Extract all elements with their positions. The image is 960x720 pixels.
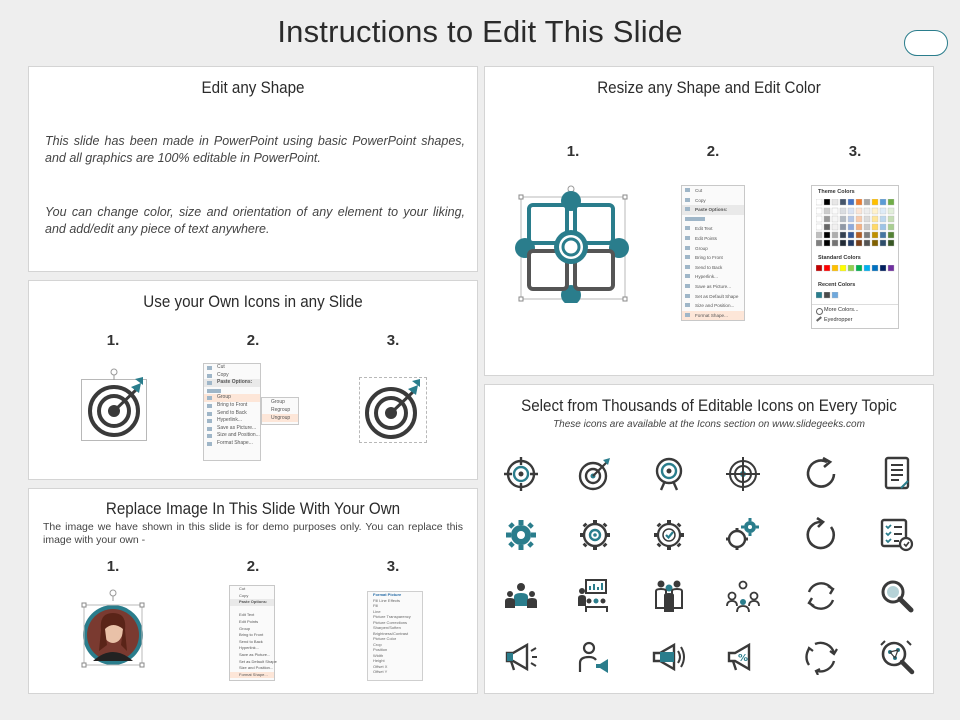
dart-target-icon[interactable]	[81, 365, 151, 445]
menu-item[interactable]: Set as Default Shape	[239, 658, 277, 664]
menu-item[interactable]: Cut	[239, 586, 246, 591]
color-swatch[interactable]	[872, 208, 878, 214]
context-menu	[229, 585, 275, 681]
color-swatch[interactable]	[880, 208, 886, 214]
color-swatch[interactable]	[832, 216, 838, 222]
magnifier-icon[interactable]	[879, 578, 915, 614]
color-swatch[interactable]	[864, 208, 870, 214]
color-swatch[interactable]	[832, 199, 838, 205]
color-swatch[interactable]	[840, 224, 846, 230]
pane-title: Format Picture	[373, 592, 402, 597]
color-swatch[interactable]	[856, 240, 862, 246]
color-swatch[interactable]	[832, 240, 838, 246]
analysis-magnifier-icon[interactable]	[879, 639, 915, 675]
paragraph-1: This slide has been made in PowerPoint using basic PowerPoint shapes, and all graphics are 100% editable in PowerPoint.	[45, 134, 465, 165]
dart-target-icon[interactable]	[359, 377, 429, 443]
svg-text:%: %	[738, 653, 749, 664]
menu-item[interactable]: Size and Position...	[204, 432, 260, 440]
color-swatch[interactable]	[816, 224, 822, 230]
speaker-person-icon[interactable]	[577, 639, 613, 675]
step-number: 1.	[566, 143, 580, 160]
step-number: 2.	[246, 332, 260, 349]
color-swatch[interactable]	[856, 216, 862, 222]
color-swatch[interactable]	[824, 199, 830, 205]
pane-tabs[interactable]: Fill Line Effects	[373, 597, 401, 603]
color-swatch[interactable]	[848, 208, 854, 214]
team-leader-icon[interactable]	[503, 578, 539, 614]
dart-board-icon[interactable]	[577, 456, 613, 492]
color-swatch[interactable]	[888, 265, 894, 271]
color-swatch[interactable]	[840, 208, 846, 214]
pane-row[interactable]: Offset X	[373, 663, 388, 669]
step-number: 2.	[706, 143, 720, 160]
menu-item[interactable]: Copy	[204, 372, 260, 380]
menu-item[interactable]: Format Shape...	[204, 440, 260, 448]
menu-item[interactable]: Send to Back	[682, 263, 744, 273]
panel-title: Replace Image In This Slide With Your Own	[105, 500, 401, 518]
color-swatch[interactable]	[848, 199, 854, 205]
color-swatch[interactable]	[848, 232, 854, 238]
color-swatch[interactable]	[888, 216, 894, 222]
description: The image we have shown in this slide is for demo purposes only. You can replace this image with your own -	[43, 521, 463, 546]
color-swatch[interactable]	[824, 216, 830, 222]
panel-icons	[484, 384, 934, 694]
color-swatch[interactable]	[872, 224, 878, 230]
megaphone-icon[interactable]	[503, 639, 539, 675]
menu-item[interactable]: Bring to Front	[204, 402, 260, 410]
color-swatch[interactable]	[840, 232, 846, 238]
color-swatch[interactable]	[872, 232, 878, 238]
pane-row[interactable]: Picture Corrections	[373, 619, 408, 625]
team-network-icon[interactable]	[725, 578, 761, 614]
cycle-arrows-icon[interactable]	[803, 578, 839, 614]
group-submenu	[261, 397, 299, 425]
menu-item[interactable]: Hyperlink...	[204, 417, 260, 425]
discount-megaphone-icon[interactable]	[725, 639, 761, 675]
presentation-team-icon[interactable]	[577, 578, 613, 614]
pane-row[interactable]: Offset Y	[373, 669, 388, 674]
color-swatch[interactable]	[832, 208, 838, 214]
color-swatch[interactable]	[816, 240, 822, 246]
more-colors-item[interactable]: More Colors...	[824, 307, 859, 313]
menu-item[interactable]: Save as Picture...	[204, 425, 260, 433]
menu-item[interactable]: Hyperlink...	[682, 272, 744, 282]
color-swatch[interactable]	[864, 232, 870, 238]
color-swatch[interactable]	[816, 199, 822, 205]
color-swatch[interactable]	[872, 216, 878, 222]
panel-title: Use your Own Icons in any Slide	[143, 293, 363, 311]
menu-item[interactable]: Copy	[682, 196, 744, 206]
step-number: 1.	[106, 332, 120, 349]
pane-row[interactable]: Brightness/Contrast	[373, 630, 409, 636]
menu-item[interactable]: Paste Options:	[204, 379, 260, 387]
color-swatch[interactable]	[832, 292, 838, 298]
menu-item[interactable]: Send to Back	[204, 410, 260, 418]
color-swatch[interactable]	[840, 216, 846, 222]
eyedropper-item[interactable]: Eyedropper	[824, 317, 853, 323]
standard-colors-label: Standard Colors	[818, 255, 861, 261]
pane-row[interactable]: Height	[373, 658, 385, 663]
color-swatch[interactable]	[864, 224, 870, 230]
color-swatch[interactable]	[880, 216, 886, 222]
color-swatch[interactable]	[880, 199, 886, 205]
submenu-item[interactable]: Group	[271, 399, 285, 405]
format-picture-pane	[367, 591, 423, 681]
menu-item[interactable]	[230, 606, 274, 613]
color-swatch[interactable]	[824, 292, 830, 298]
icon-grid	[485, 385, 935, 695]
panel-replace-image	[28, 488, 478, 694]
standard-swatches[interactable]	[816, 265, 898, 273]
panel-resize-shape	[484, 66, 934, 376]
pane-row[interactable]: Line	[373, 608, 381, 614]
menu-item[interactable]: Bring to Front	[682, 253, 744, 263]
menu-item[interactable]: Cut	[682, 186, 744, 196]
menu-item[interactable]: Edit Text	[682, 224, 744, 234]
pane-row[interactable]: Width	[373, 652, 384, 658]
color-swatch[interactable]	[840, 240, 846, 246]
business-group-icon[interactable]	[651, 578, 687, 614]
step-number: 3.	[848, 143, 862, 160]
menu-item[interactable]: Edit Points	[239, 618, 259, 624]
menu-item[interactable]: Set as Default Shape	[682, 292, 744, 302]
color-swatch[interactable]	[832, 232, 838, 238]
color-swatch[interactable]	[816, 265, 822, 271]
color-swatch[interactable]	[848, 240, 854, 246]
menu-item[interactable]: Hyperlink...	[239, 645, 260, 651]
megaphone-sound-icon[interactable]	[651, 639, 687, 675]
submenu-item[interactable]: Regroup	[271, 407, 291, 413]
context-menu	[203, 363, 261, 461]
panel-title: Resize any Shape and Edit Color	[597, 79, 821, 97]
color-swatch[interactable]	[880, 232, 886, 238]
color-swatch[interactable]	[872, 199, 878, 205]
puzzle-shape[interactable]	[515, 181, 631, 303]
gears-icon[interactable]	[725, 517, 761, 553]
color-swatch[interactable]	[888, 199, 894, 205]
color-swatch[interactable]	[888, 208, 894, 214]
color-swatch[interactable]	[856, 224, 862, 230]
gear-check-icon[interactable]	[651, 517, 687, 553]
menu-item[interactable]: Group	[682, 244, 744, 254]
color-swatch[interactable]	[824, 208, 830, 214]
color-swatch[interactable]	[856, 199, 862, 205]
checklist-icon[interactable]	[879, 517, 915, 553]
color-swatch[interactable]	[824, 232, 830, 238]
menu-item[interactable]: Save as Picture...	[682, 282, 744, 292]
pane-row[interactable]: Picture Color	[373, 636, 397, 641]
paragraph-2: You can change color, size and orientation of any element to your liking, and add/edit any piece of text anywhere.	[45, 205, 465, 236]
panel-own-icons	[28, 280, 478, 480]
pane-row[interactable]: Picture Transparency	[373, 614, 411, 619]
color-swatch[interactable]	[864, 240, 870, 246]
color-swatch[interactable]	[880, 224, 886, 230]
recent-colors-label: Recent Colors	[818, 282, 856, 288]
recent-swatches[interactable]	[816, 292, 898, 300]
menu-item[interactable]: Edit Text	[239, 612, 255, 618]
menu-item[interactable]: Send to Back	[239, 638, 263, 644]
color-swatch[interactable]	[856, 208, 862, 214]
menu-item[interactable]: Paste Options:	[230, 599, 274, 606]
decorative-pill	[904, 30, 948, 56]
menu-item[interactable]: Copy	[239, 592, 249, 598]
color-swatch[interactable]	[848, 216, 854, 222]
portrait-image[interactable]	[79, 585, 149, 671]
refresh-arc-icon[interactable]	[803, 456, 839, 492]
eyedropper-icon	[816, 316, 822, 321]
color-swatch[interactable]	[832, 265, 838, 271]
pane-row[interactable]: Sharpen/Soften	[373, 625, 401, 630]
color-swatch[interactable]	[888, 224, 894, 230]
menu-item[interactable]: Edit Points	[682, 234, 744, 244]
crosshair-target-icon[interactable]	[503, 456, 539, 492]
step-number: 3.	[386, 558, 400, 575]
menu-item[interactable]: Size and Position...	[239, 665, 274, 671]
pane-row[interactable]: Fill	[373, 603, 379, 608]
color-swatch[interactable]	[832, 224, 838, 230]
color-swatch[interactable]	[840, 199, 846, 205]
circular-arrow-icon[interactable]	[803, 517, 839, 553]
palette-icon	[816, 308, 823, 315]
gear-target-icon[interactable]	[577, 517, 613, 553]
step-number: 1.	[106, 558, 120, 575]
pane-row[interactable]: Crop	[373, 641, 382, 647]
gear-icon[interactable]	[503, 517, 539, 553]
slide-title: Instructions to Edit This Slide	[277, 14, 683, 49]
color-swatch[interactable]	[848, 224, 854, 230]
color-swatch[interactable]	[856, 232, 862, 238]
menu-item[interactable]: Size and Position...	[682, 301, 744, 311]
color-swatch[interactable]	[872, 240, 878, 246]
menu-item[interactable]	[204, 387, 260, 395]
color-swatch[interactable]	[864, 199, 870, 205]
color-swatch[interactable]	[888, 240, 894, 246]
color-swatch[interactable]	[880, 265, 886, 271]
color-swatch[interactable]	[848, 265, 854, 271]
menu-item[interactable]: Format Shape...	[230, 672, 274, 679]
color-swatch[interactable]	[816, 232, 822, 238]
menu-item[interactable]: Save as Picture...	[239, 651, 271, 657]
color-swatch[interactable]	[824, 240, 830, 246]
menu-item[interactable]: Format Shape...	[682, 311, 744, 321]
panel-edit-shape	[28, 66, 478, 272]
step-number: 3.	[386, 332, 400, 349]
color-swatch[interactable]	[856, 265, 862, 271]
color-swatch[interactable]	[864, 216, 870, 222]
menu-item[interactable]	[682, 215, 744, 225]
menu-item[interactable]: Group	[239, 625, 251, 631]
panel-title: Select from Thousands of Editable Icons on Every Topic	[521, 397, 897, 415]
menu-item[interactable]: Group	[204, 394, 260, 402]
document-list-icon[interactable]	[879, 456, 915, 492]
color-swatch[interactable]	[824, 265, 830, 271]
color-picker	[811, 185, 899, 329]
step-number: 2.	[246, 558, 260, 575]
target-stand-icon[interactable]	[651, 456, 687, 492]
color-swatch[interactable]	[816, 292, 822, 298]
color-swatch[interactable]	[880, 240, 886, 246]
circular-cycle-icon[interactable]	[803, 639, 839, 675]
scope-icon[interactable]	[725, 456, 761, 492]
context-menu	[681, 185, 745, 321]
panel-subtitle: These icons are available at the Icons section on www.slidegeeks.com	[553, 419, 865, 430]
theme-colors-label: Theme Colors	[818, 189, 855, 195]
panel-title: Edit any Shape	[201, 79, 305, 97]
menu-item[interactable]: Bring to Front	[239, 632, 264, 638]
color-swatch[interactable]	[864, 265, 870, 271]
color-swatch[interactable]	[872, 265, 878, 271]
theme-swatches[interactable]	[816, 199, 898, 249]
color-swatch[interactable]	[888, 232, 894, 238]
submenu-item[interactable]: Ungroup	[262, 414, 298, 422]
color-swatch[interactable]	[824, 224, 830, 230]
color-swatch[interactable]	[840, 265, 846, 271]
color-swatch[interactable]	[816, 216, 822, 222]
color-swatch[interactable]	[816, 208, 822, 214]
menu-item[interactable]: Cut	[204, 364, 260, 372]
menu-item[interactable]: Paste Options:	[682, 205, 744, 215]
pane-row[interactable]: Position	[373, 647, 388, 652]
